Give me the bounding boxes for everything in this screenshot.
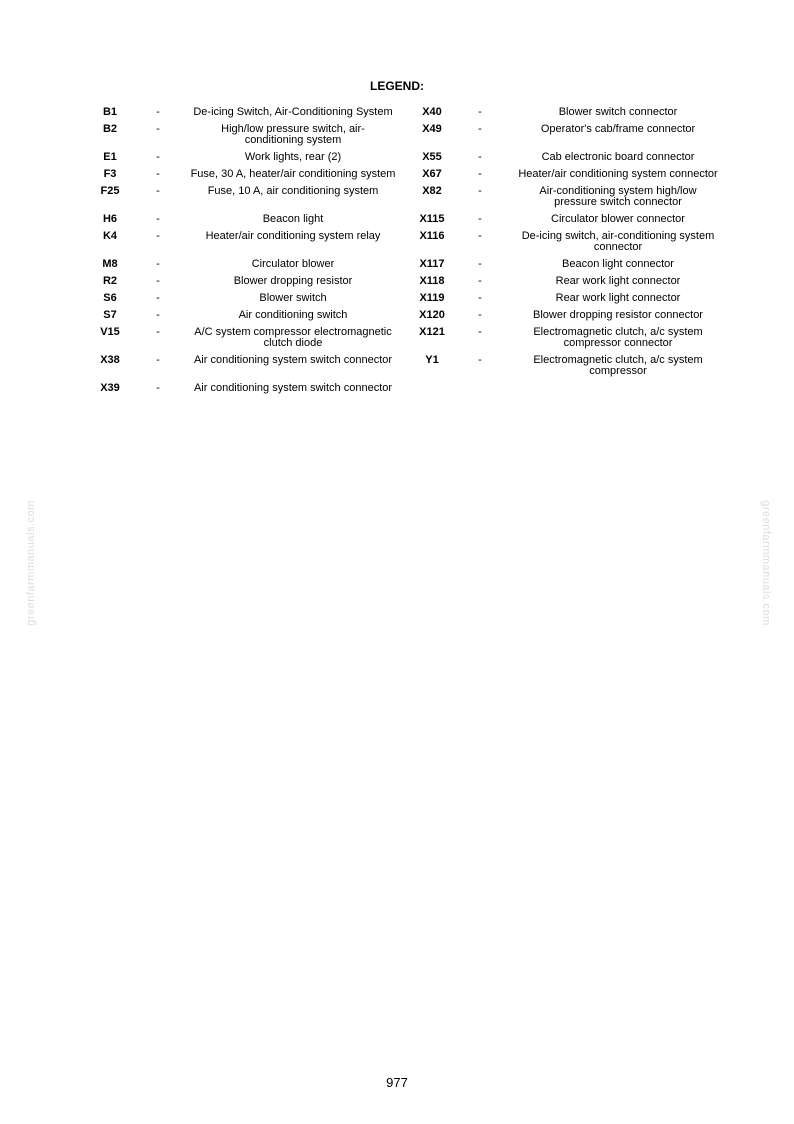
legend-separator: - [478,258,482,270]
legend-row [410,310,730,327]
legend-separator: - [478,151,482,163]
legend-description: De-icing switch, air-conditioning system connector [521,230,715,253]
legend-description: High/low pressure switch, air- conditioning system [221,123,365,146]
legend-code: K4 [102,230,118,242]
legend-code: Y1 [425,354,439,366]
legend-description: Blower switch [259,292,327,304]
legend-description: De-icing Switch, Air-Conditioning System [193,106,393,118]
legend-row [410,231,730,259]
legend-separator: - [156,213,160,225]
legend-code: X119 [419,292,445,304]
legend-code: V15 [100,326,120,338]
legend-column-right [410,107,730,383]
legend-separator: - [478,123,482,135]
legend-code: X115 [419,213,445,225]
legend-description: Rear work light connector [555,292,681,304]
legend-code: S7 [103,309,117,321]
legend-row [90,259,400,276]
legend-code: X121 [419,326,445,338]
legend-title: LEGEND: [370,79,424,93]
legend-row [410,186,730,214]
legend-code: X49 [422,123,442,135]
legend-description: A/C system compressor electromagnetic clutch diode [194,326,392,349]
legend-row [90,152,400,169]
legend-row [410,355,730,383]
legend-separator: - [156,106,160,118]
legend-separator: - [478,326,482,338]
legend-code: S6 [103,292,117,304]
legend-row [410,214,730,231]
legend-description: Operator's cab/frame connector [540,123,696,135]
legend-separator: - [156,151,160,163]
legend-code: R2 [102,275,118,287]
page-number: 977 [386,1075,408,1090]
legend-code: X117 [419,258,445,270]
legend-row [90,107,400,124]
legend-row [410,327,730,355]
legend-code: X55 [422,151,442,163]
legend-separator: - [478,354,482,366]
legend-separator: - [156,309,160,321]
legend-row [410,276,730,293]
legend-code: X116 [419,230,445,242]
legend-description: Air conditioning system switch connector [193,354,393,366]
legend-separator: - [478,309,482,321]
legend-row [410,169,730,186]
legend-separator: - [478,230,482,242]
legend-description: Fuse, 30 A, heater/air conditioning system [190,168,396,180]
legend-code: M8 [102,258,118,270]
legend-separator: - [156,230,160,242]
legend-description: Air conditioning switch [238,309,348,321]
legend-code: F25 [100,185,120,197]
legend-row [90,124,400,152]
legend-separator: - [478,185,482,197]
legend-code: H6 [102,213,118,225]
legend-row [90,383,400,400]
legend-row [90,276,400,293]
legend-description: Circulator blower connector [551,213,685,225]
legend-code: F3 [103,168,117,180]
legend-separator: - [156,275,160,287]
legend-description: Circulator blower [251,258,335,270]
legend-separator: - [156,168,160,180]
legend-separator: - [156,326,160,338]
legend-code: B1 [102,106,118,118]
legend-description: Beacon light [262,213,324,225]
legend-separator: - [156,292,160,304]
legend-code: B2 [102,123,118,135]
watermark-left: greenfarmmanuals.com [25,500,37,626]
legend-separator: - [478,106,482,118]
legend-description: Cab electronic board connector [541,151,695,163]
legend-row [90,231,400,259]
legend-code: X82 [422,185,442,197]
legend-row [90,327,400,355]
legend-description: Blower switch connector [558,106,678,118]
legend-description: Air-conditioning system high/low pressure switch connector [539,185,697,208]
legend-description: Electromagnetic clutch, a/c system compressor connector [533,326,703,349]
legend-code: E1 [103,151,117,163]
legend-code: X120 [419,309,445,321]
legend-separator: - [156,382,160,394]
legend-code: X118 [419,275,445,287]
legend-description: Fuse, 10 A, air conditioning system [207,185,379,197]
legend-separator: - [156,185,160,197]
legend-row [90,169,400,186]
legend-row [410,152,730,169]
legend-description: Heater/air conditioning system relay [205,230,381,242]
legend-column-left [90,107,400,400]
legend-row [90,293,400,310]
legend-separator: - [478,275,482,287]
legend-separator: - [478,292,482,304]
legend-row [410,259,730,276]
legend-description: Rear work light connector [555,275,681,287]
legend-separator: - [478,213,482,225]
legend-description: Work lights, rear (2) [244,151,342,163]
legend-code: X40 [422,106,442,118]
legend-code: X38 [100,354,120,366]
legend-description: Blower dropping resistor connector [533,309,703,321]
legend-row [410,107,730,124]
legend-row [90,214,400,231]
legend-code: X39 [100,382,120,394]
legend-description: Beacon light connector [562,258,674,270]
legend-separator: - [156,354,160,366]
legend-separator: - [478,168,482,180]
legend-row [410,124,730,152]
legend-code: X67 [422,168,442,180]
legend-row [90,355,400,383]
watermark-right: greenfarmmanuals.com [760,500,772,626]
legend-description: Heater/air conditioning system connector [518,168,718,180]
legend-separator: - [156,123,160,135]
legend-separator: - [156,258,160,270]
legend-description: Blower dropping resistor [233,275,353,287]
legend-description: Electromagnetic clutch, a/c system compressor [533,354,703,377]
legend-description: Air conditioning system switch connector [193,382,393,394]
legend-row [90,186,400,214]
legend-row [410,293,730,310]
legend-row [90,310,400,327]
